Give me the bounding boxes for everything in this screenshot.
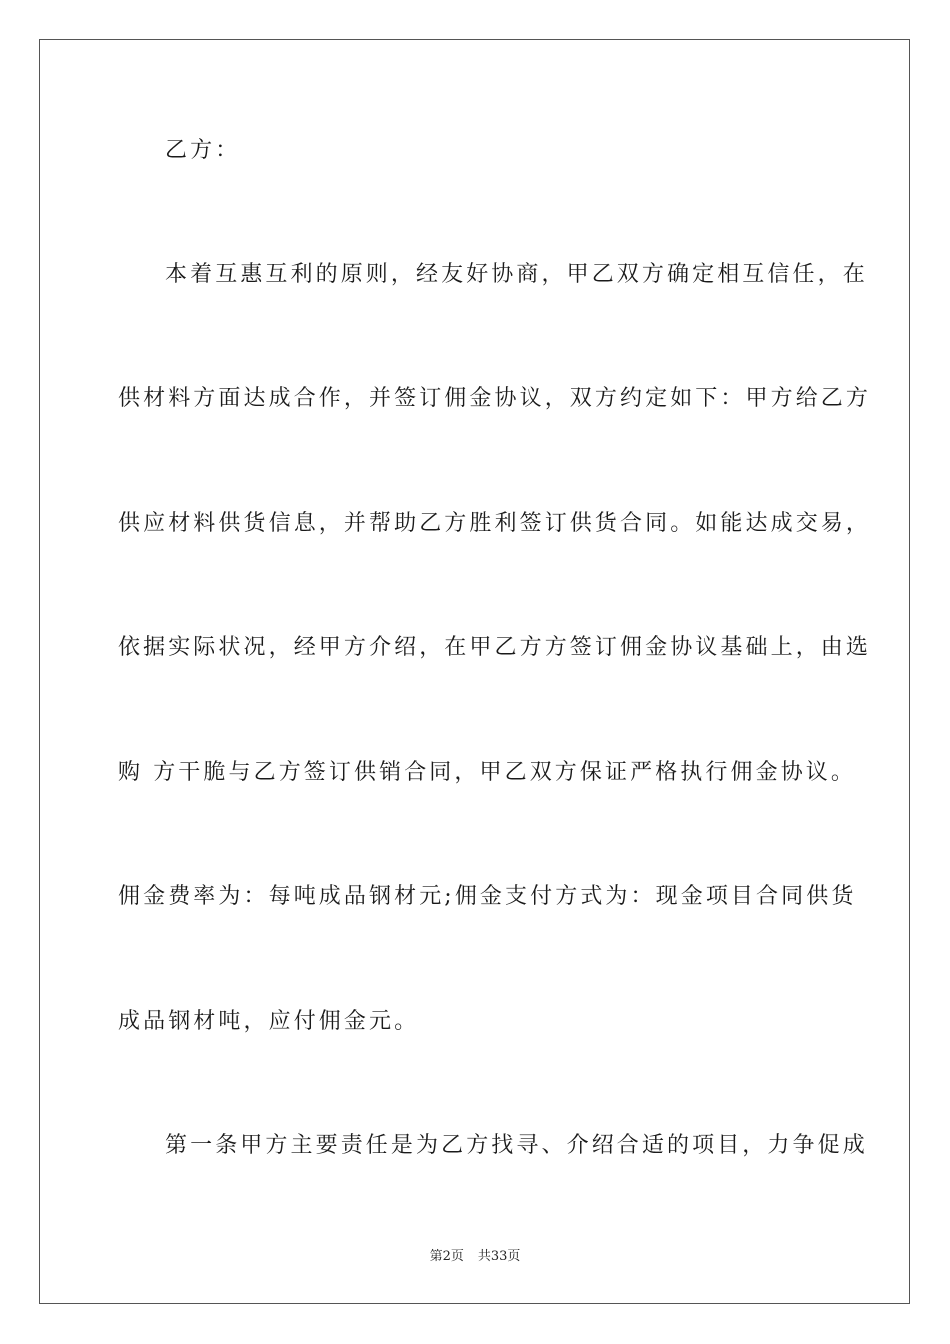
party-b-label: 乙方： (165, 138, 241, 163)
paragraph-line: 供应材料供货信息，并帮助乙方胜利签订供货合同。如能达成交易， (118, 511, 872, 536)
paragraph-line: 第一条甲方主要责任是为乙方找寻、介绍合适的项目，力争促成 (165, 1133, 868, 1158)
paragraph-line: 依据实际状况，经甲方介绍，在甲乙方方签订佣金协议基础上，由选 (118, 635, 872, 660)
paragraph-line: 供材料方面达成合作，并签订佣金协议，双方约定如下：甲方给乙方 (118, 386, 872, 411)
page-total: 共33页 (477, 1249, 521, 1264)
paragraph-line: 本着互惠互利的原则，经友好协商，甲乙双方确定相互信任，在 (165, 262, 868, 287)
paragraph-line: 购 方干脆与乙方签订供销合同，甲乙双方保证严格执行佣金协议。 (118, 760, 856, 785)
page-footer (0, 1248, 950, 1266)
paragraph-line: 成品钢材吨，应付佣金元。 (118, 1009, 420, 1034)
page-number: 第2页 (429, 1249, 464, 1264)
paragraph-line: 佣金费率为：每吨成品钢材元;佣金支付方式为：现金项目合同供货 (118, 884, 857, 909)
page-border (39, 39, 910, 1304)
